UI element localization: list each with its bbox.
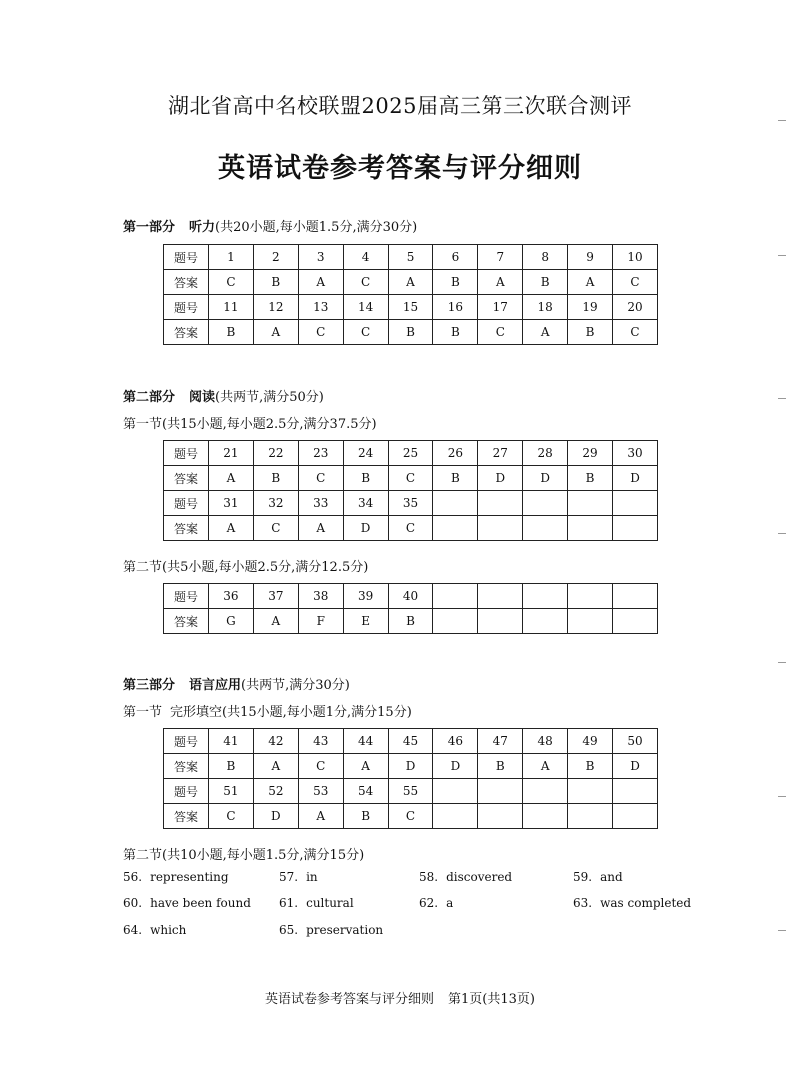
table-cell — [478, 584, 523, 609]
table-cell: C — [613, 320, 658, 345]
table-cell: 51 — [209, 779, 254, 804]
table-cell: 42 — [253, 729, 298, 754]
table-cell: 12 — [253, 295, 298, 320]
table-cell: 8 — [523, 245, 568, 270]
scan-mark — [778, 255, 786, 256]
table-cell: B — [253, 466, 298, 491]
part2-section2-heading: 第二节(共5小题,每小题2.5分,满分12.5分) — [123, 560, 369, 575]
table-cell: B — [568, 320, 613, 345]
table-cell — [613, 779, 658, 804]
table-cell: 24 — [343, 441, 388, 466]
grammar-item: 56. representing — [123, 870, 229, 884]
table-cell: C — [209, 270, 254, 295]
grammar-item: 61. cultural — [279, 896, 354, 910]
part2-section2-answer-table — [163, 583, 658, 634]
table-cell: A — [253, 754, 298, 779]
table-cell: 13 — [298, 295, 343, 320]
table-cell: 11 — [209, 295, 254, 320]
table-cell: 50 — [613, 729, 658, 754]
table-cell: A — [343, 754, 388, 779]
page-footer — [0, 988, 800, 1007]
table-cell: 55 — [388, 779, 433, 804]
table-cell: C — [298, 466, 343, 491]
table-cell — [568, 779, 613, 804]
table-cell — [523, 609, 568, 634]
table-cell: 6 — [433, 245, 478, 270]
grammar-item: 65. preservation — [279, 923, 384, 937]
table-cell: 19 — [568, 295, 613, 320]
table-cell — [523, 491, 568, 516]
table-row — [164, 270, 658, 295]
row-label: 答案 — [164, 516, 209, 541]
row-label: 答案 — [164, 270, 209, 295]
table-cell: 22 — [253, 441, 298, 466]
part3-desc: (共两节,满分30分) — [241, 678, 350, 693]
row-label: 答案 — [164, 320, 209, 345]
grammar-item: 63. was completed — [573, 896, 692, 910]
table-row — [164, 295, 658, 320]
table-cell: C — [298, 320, 343, 345]
table-cell: 4 — [343, 245, 388, 270]
table-cell: 35 — [388, 491, 433, 516]
table-cell: 1 — [209, 245, 254, 270]
part3-heading — [123, 674, 350, 693]
table-cell — [478, 491, 523, 516]
table-cell: C — [388, 516, 433, 541]
table-cell: 26 — [433, 441, 478, 466]
table-cell: 36 — [209, 584, 254, 609]
table-cell — [433, 609, 478, 634]
table-cell: C — [343, 270, 388, 295]
table-cell: 2 — [253, 245, 298, 270]
part1-name: 第一部分 — [123, 220, 176, 235]
part1-heading — [123, 216, 417, 235]
table-cell: B — [433, 320, 478, 345]
table-cell: D — [253, 804, 298, 829]
row-label: 题号 — [164, 441, 209, 466]
grammar-item: 57. in — [279, 870, 318, 884]
table-cell: B — [253, 270, 298, 295]
table-cell — [613, 609, 658, 634]
table-cell: 16 — [433, 295, 478, 320]
table-cell: 33 — [298, 491, 343, 516]
page-number: 第1页(共13页) — [448, 992, 535, 1007]
table-cell: 14 — [343, 295, 388, 320]
table-cell — [478, 779, 523, 804]
table-row — [164, 584, 658, 609]
document-title: 湖北省高中名校联盟2025届高三第三次联合测评 — [168, 94, 632, 118]
table-cell: B — [388, 320, 433, 345]
table-cell: 30 — [613, 441, 658, 466]
table-cell: 5 — [388, 245, 433, 270]
table-cell: D — [343, 516, 388, 541]
table-cell — [613, 516, 658, 541]
table-row — [164, 729, 658, 754]
table-cell — [433, 779, 478, 804]
table-cell: 47 — [478, 729, 523, 754]
table-cell — [433, 584, 478, 609]
table-cell: 37 — [253, 584, 298, 609]
table-cell — [478, 516, 523, 541]
part2-heading — [123, 386, 324, 405]
table-row — [164, 754, 658, 779]
table-cell: C — [478, 320, 523, 345]
table-cell: D — [433, 754, 478, 779]
scan-mark — [778, 533, 786, 534]
table-cell: 3 — [298, 245, 343, 270]
table-cell: D — [388, 754, 433, 779]
table-cell: 20 — [613, 295, 658, 320]
table-cell — [568, 516, 613, 541]
footer-title: 英语试卷参考答案与评分细则 — [265, 992, 435, 1007]
table-cell: 25 — [388, 441, 433, 466]
part2-name: 第二部分 — [123, 390, 176, 405]
table-cell: G — [209, 609, 254, 634]
table-cell: B — [433, 466, 478, 491]
table-cell: A — [209, 516, 254, 541]
table-cell: 52 — [253, 779, 298, 804]
table-cell: C — [298, 754, 343, 779]
table-cell: B — [568, 466, 613, 491]
table-cell: B — [343, 804, 388, 829]
table-cell — [433, 491, 478, 516]
table-cell: 9 — [568, 245, 613, 270]
grammar-item: 64. which — [123, 923, 187, 937]
table-row — [164, 441, 658, 466]
table-cell — [613, 584, 658, 609]
row-label: 题号 — [164, 584, 209, 609]
table-cell: A — [478, 270, 523, 295]
table-cell: A — [253, 320, 298, 345]
table-cell: 41 — [209, 729, 254, 754]
table-cell: A — [568, 270, 613, 295]
table-row — [164, 466, 658, 491]
table-cell: C — [253, 516, 298, 541]
row-label: 题号 — [164, 491, 209, 516]
document-subtitle: 英语试卷参考答案与评分细则 — [218, 153, 582, 184]
table-cell: 44 — [343, 729, 388, 754]
part3-section1-topic: 完形填空(共15小题,每小题1分,满分15分) — [170, 705, 412, 720]
row-label: 题号 — [164, 295, 209, 320]
part3-section1-heading — [123, 701, 412, 720]
table-cell: A — [523, 754, 568, 779]
part1-desc: (共20小题,每小题1.5分,满分30分) — [215, 220, 418, 235]
table-cell: 15 — [388, 295, 433, 320]
table-cell: C — [343, 320, 388, 345]
table-cell: 7 — [478, 245, 523, 270]
table-row — [164, 609, 658, 634]
table-cell — [523, 779, 568, 804]
part1-sub: 听力 — [189, 220, 216, 235]
part2-desc: (共两节,满分50分) — [215, 390, 324, 405]
table-cell: 23 — [298, 441, 343, 466]
table-cell: 28 — [523, 441, 568, 466]
table-cell: 46 — [433, 729, 478, 754]
table-cell: B — [209, 754, 254, 779]
table-cell: 21 — [209, 441, 254, 466]
table-cell: B — [209, 320, 254, 345]
table-cell — [478, 804, 523, 829]
row-label: 答案 — [164, 466, 209, 491]
table-cell: A — [298, 270, 343, 295]
table-cell — [568, 491, 613, 516]
table-cell: 18 — [523, 295, 568, 320]
table-cell: 29 — [568, 441, 613, 466]
table-cell: A — [523, 320, 568, 345]
table-cell: A — [253, 609, 298, 634]
table-cell: 45 — [388, 729, 433, 754]
grammar-item: 58. discovered — [419, 870, 513, 884]
table-row — [164, 491, 658, 516]
table-cell: A — [298, 516, 343, 541]
row-label: 答案 — [164, 609, 209, 634]
table-cell: 39 — [343, 584, 388, 609]
table-cell: 10 — [613, 245, 658, 270]
row-label: 答案 — [164, 754, 209, 779]
part3-section1-answer-table — [163, 728, 658, 829]
grammar-item: 59. and — [573, 870, 623, 884]
grammar-item: 60. have been found — [123, 896, 251, 910]
row-label: 答案 — [164, 804, 209, 829]
table-row — [164, 779, 658, 804]
table-cell: 54 — [343, 779, 388, 804]
part2-section1-answer-table — [163, 440, 658, 541]
table-cell: D — [478, 466, 523, 491]
table-cell: C — [613, 270, 658, 295]
part1-answer-table — [163, 244, 658, 345]
table-cell — [523, 516, 568, 541]
part2-sub: 阅读 — [189, 390, 216, 405]
part3-name: 第三部分 — [123, 678, 176, 693]
scan-mark — [778, 662, 786, 663]
table-cell: 32 — [253, 491, 298, 516]
grammar-item: 62. a — [419, 896, 454, 910]
table-cell: F — [298, 609, 343, 634]
table-cell: C — [209, 804, 254, 829]
part2-section1-heading: 第一节(共15小题,每小题2.5分,满分37.5分) — [123, 417, 377, 432]
table-cell: B — [343, 466, 388, 491]
part3-section2-heading: 第二节(共10小题,每小题1.5分,满分15分) — [123, 848, 365, 863]
table-cell: B — [523, 270, 568, 295]
table-cell: 38 — [298, 584, 343, 609]
table-cell — [523, 584, 568, 609]
table-cell — [568, 584, 613, 609]
table-cell — [433, 516, 478, 541]
scan-mark — [778, 930, 786, 931]
table-cell: C — [388, 466, 433, 491]
table-cell: C — [388, 804, 433, 829]
scan-mark — [778, 120, 786, 121]
table-cell: D — [613, 466, 658, 491]
table-cell: A — [209, 466, 254, 491]
table-cell: D — [613, 754, 658, 779]
table-cell: 27 — [478, 441, 523, 466]
row-label: 题号 — [164, 779, 209, 804]
row-label: 题号 — [164, 245, 209, 270]
table-cell — [478, 609, 523, 634]
part3-sub: 语言应用 — [189, 678, 242, 693]
table-cell: E — [343, 609, 388, 634]
table-cell — [613, 804, 658, 829]
table-cell: B — [388, 609, 433, 634]
table-cell — [568, 804, 613, 829]
table-cell: 48 — [523, 729, 568, 754]
table-row — [164, 245, 658, 270]
scan-mark — [778, 398, 786, 399]
table-cell: 49 — [568, 729, 613, 754]
table-cell: A — [298, 804, 343, 829]
scan-mark — [778, 796, 786, 797]
table-cell — [568, 609, 613, 634]
table-row — [164, 804, 658, 829]
table-cell: B — [478, 754, 523, 779]
table-cell: 17 — [478, 295, 523, 320]
table-cell: B — [568, 754, 613, 779]
table-cell: D — [523, 466, 568, 491]
part3-section1-label: 第一节 — [123, 705, 163, 720]
table-cell: B — [433, 270, 478, 295]
table-cell: 34 — [343, 491, 388, 516]
table-cell: 31 — [209, 491, 254, 516]
row-label: 题号 — [164, 729, 209, 754]
table-cell: 53 — [298, 779, 343, 804]
table-cell — [523, 804, 568, 829]
table-cell: 43 — [298, 729, 343, 754]
table-cell — [613, 491, 658, 516]
table-row — [164, 320, 658, 345]
table-cell — [433, 804, 478, 829]
table-cell: A — [388, 270, 433, 295]
table-row — [164, 516, 658, 541]
table-cell: 40 — [388, 584, 433, 609]
